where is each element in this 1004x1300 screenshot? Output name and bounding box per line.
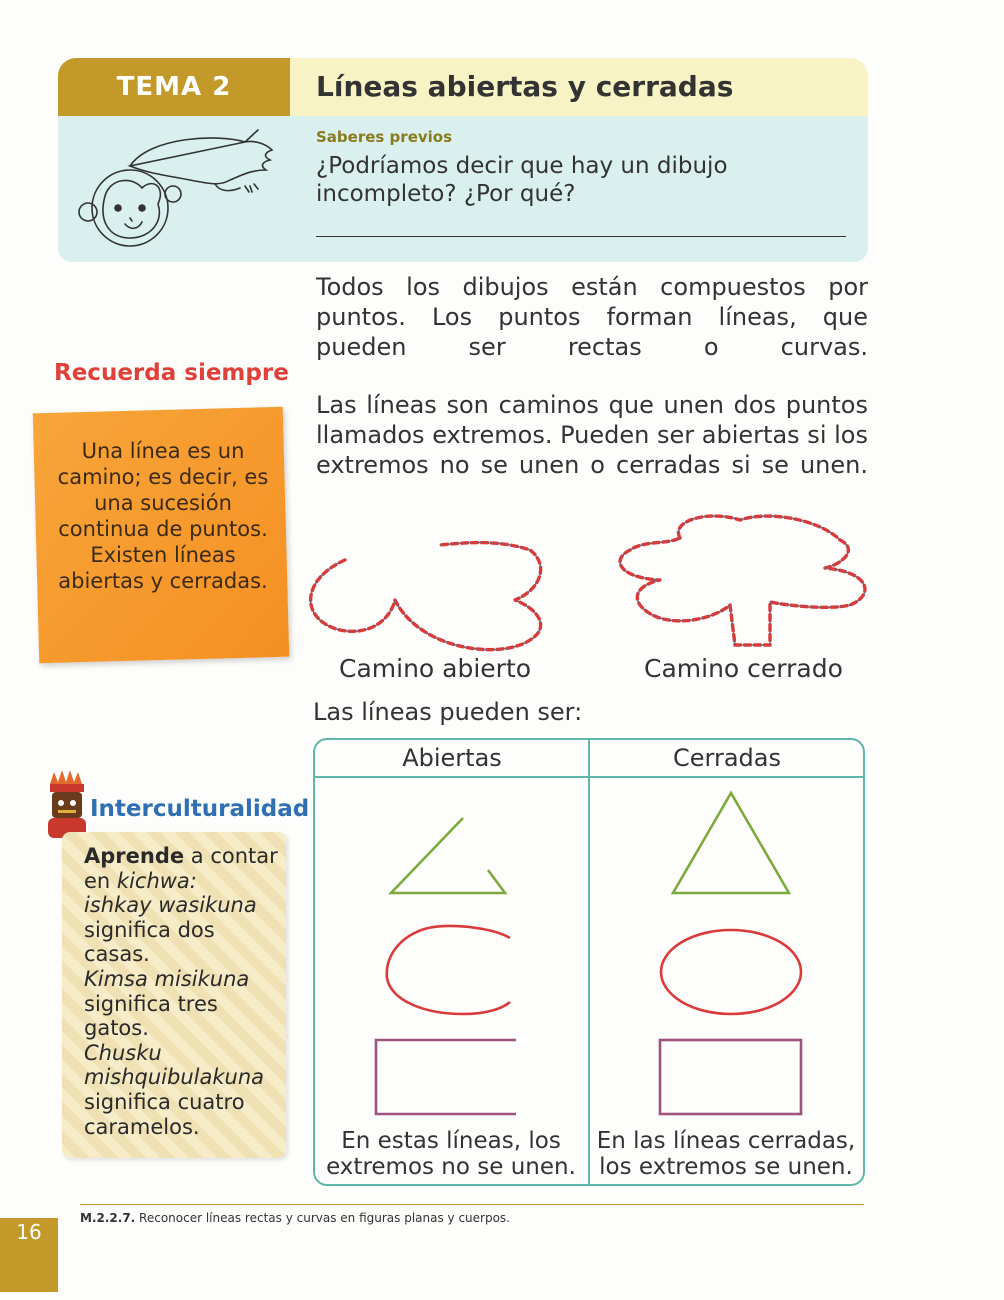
open-rectangle xyxy=(376,1040,516,1114)
shapes-illustration xyxy=(313,778,865,1123)
paragraph-lineas: Las líneas son caminos que unen dos puntos llamados extremos. Pueden ser abiertas si los extremos no se unen o cerradas si se unen. xyxy=(316,391,868,479)
monkey-bird-drawing-icon xyxy=(70,126,280,256)
meaning-2: significa tres gatos. xyxy=(84,991,218,1041)
sticky-note-text: Una línea es un camino; es decir, es una sucesión continua de puntos. Existen líneas abiertas y cerradas. xyxy=(57,439,269,593)
closed-triangle xyxy=(673,793,789,893)
saberes-previos-question: ¿Podríamos decir que hay un dibujo incompleto? ¿Por qué? xyxy=(316,153,728,207)
answer-line[interactable] xyxy=(316,236,846,237)
interculturalidad-title: Interculturalidad xyxy=(90,796,310,822)
footer-objective xyxy=(80,1211,510,1225)
table-caption-abiertas: En estas líneas, los extremos no se unen. xyxy=(326,1128,576,1180)
indigenous-figure-icon xyxy=(42,770,92,840)
open-path xyxy=(311,543,541,650)
footer-line xyxy=(80,1204,864,1205)
page-title: Líneas abiertas y cerradas xyxy=(316,70,734,103)
kichwa-phrase-3: Chusku mishquibulakuna xyxy=(84,1040,265,1090)
open-triangle xyxy=(391,818,505,893)
meaning-3: significa cuatro caramelos. xyxy=(84,1089,245,1139)
closed-ellipse xyxy=(661,930,801,1014)
closed-rectangle xyxy=(660,1040,801,1114)
table-caption-cerradas: En las líneas cerradas, los extremos se unen. xyxy=(596,1128,856,1180)
paths-illustration xyxy=(300,510,880,660)
table-header-abiertas: Abiertas xyxy=(402,744,502,772)
tema-badge: TEMA 2 xyxy=(58,58,290,116)
open-ellipse xyxy=(387,926,510,1014)
saberes-previos-label: Saberes previos xyxy=(316,128,453,146)
kichwa-phrase-1: ishkay wasikuna xyxy=(84,893,257,918)
interculturalidad-text xyxy=(84,844,284,1139)
caption-camino-cerrado: Camino cerrado xyxy=(644,654,843,683)
meaning-1: significa dos casas. xyxy=(84,917,215,967)
page-number: 16 xyxy=(16,1220,42,1244)
aprende-word: Aprende xyxy=(84,844,185,868)
kichwa-phrase-2: Kimsa misikuna xyxy=(84,966,250,991)
lineas-pueden-ser-text: Las líneas pueden ser: xyxy=(313,698,583,726)
paragraph-puntos: Todos los dibujos están compuestos por puntos. Los puntos forman líneas, que pueden ser rectas o curvas. xyxy=(316,273,868,361)
recuerda-siempre-title: Recuerda siempre xyxy=(54,360,289,386)
caption-camino-abierto: Camino abierto xyxy=(339,654,532,683)
table-header-cerradas: Cerradas xyxy=(673,744,781,772)
footer-code: M.2.2.7. xyxy=(80,1211,136,1225)
footer-description: Reconocer líneas rectas y curvas en figuras planas y cuerpos. xyxy=(135,1211,510,1225)
kichwa-word: kichwa: xyxy=(116,868,197,893)
a-contar-text: a contar en xyxy=(84,844,278,893)
